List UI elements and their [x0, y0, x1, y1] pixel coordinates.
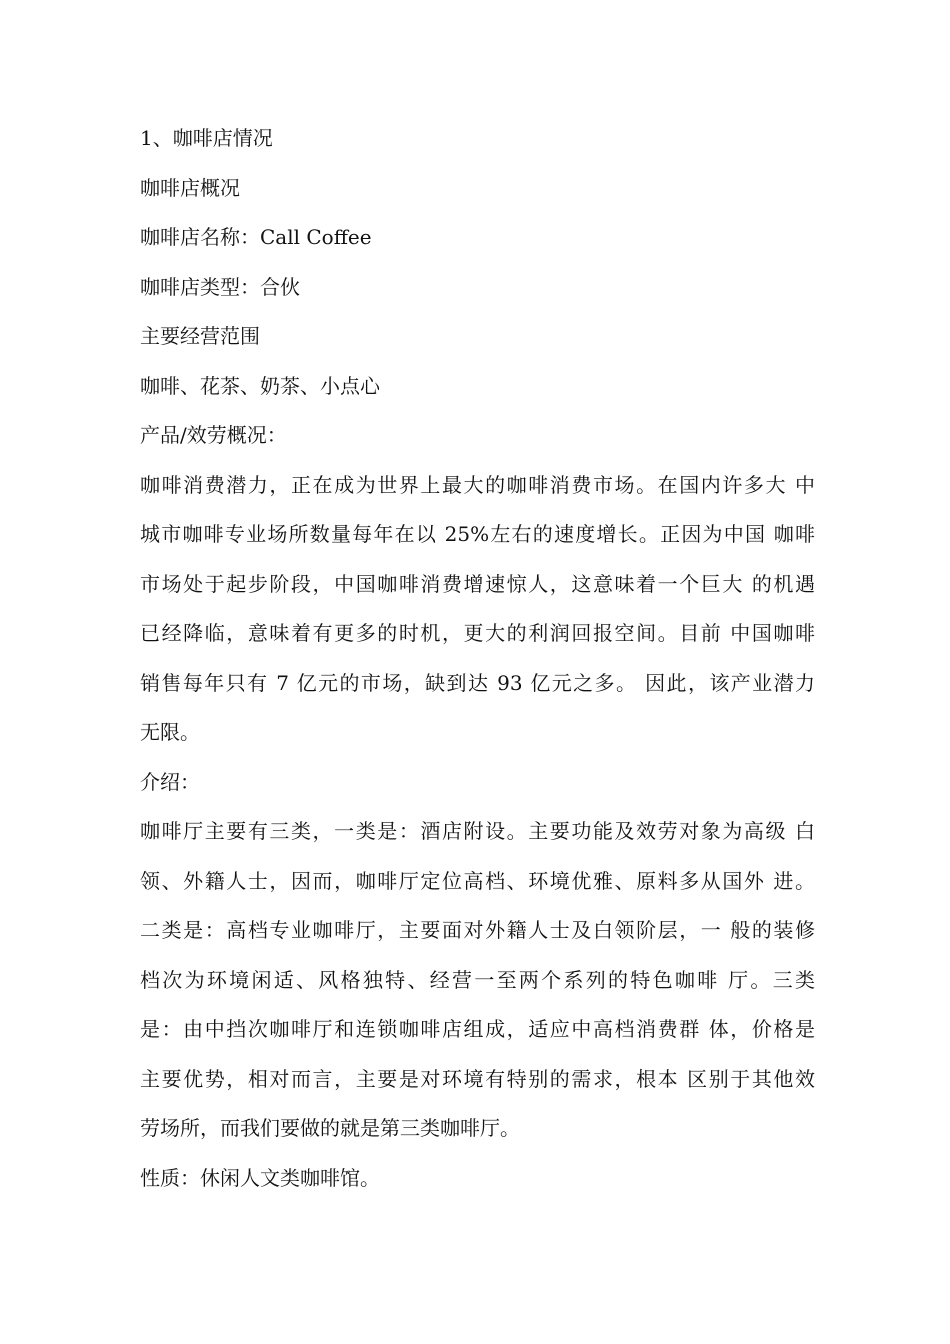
product-paragraph-line: 销售每年只有 7 亿元的市场，缺到达 93 亿元之多。 因此，该产业潜力	[140, 670, 815, 695]
intro-paragraph-line: 是：由中挡次咖啡厅和连锁咖啡店组成，适应中高档消费群 体，价格是	[140, 1017, 815, 1041]
intro-paragraph-line: 咖啡厅主要有三类，一类是：酒店附设。主要功能及效劳对象为高级 白	[140, 819, 815, 843]
nature-line: 性质：休闲人文类咖啡馆。	[140, 1165, 380, 1190]
intro-title: 介绍：	[140, 769, 200, 794]
intro-paragraph-line: 档次为环境闲适、风格独特、经营一至两个系列的特色咖啡 厅。三类	[140, 967, 815, 992]
business-scope-title: 主要经营范围	[140, 324, 260, 348]
overview-title: 咖啡店概况	[140, 175, 240, 200]
product-paragraph-line: 城市咖啡专业场所数量每年在以 25%左右的速度增长。正因为中国 咖啡	[140, 522, 815, 546]
intro-paragraph-line: 主要优势，相对而言，主要是对环境有特别的需求，根本 区别于其他效	[140, 1066, 815, 1091]
product-paragraph	[140, 461, 815, 758]
business-scope: 咖啡、花茶、奶茶、小点心	[140, 373, 380, 398]
product-service-title: 产品/效劳概况：	[140, 423, 287, 447]
intro-paragraph-line: 领、外籍人士，因而，咖啡厅定位高档、环境优雅、原料多从国外 进。	[140, 868, 815, 893]
product-paragraph-line: 无限。	[140, 720, 200, 744]
intro-paragraph-line: 劳场所，而我们要做的就是第三类咖啡厅。	[140, 1116, 520, 1140]
intro-paragraph-line: 二类是：高档专业咖啡厅，主要面对外籍人士及白领阶层，一 般的装修	[140, 918, 815, 942]
product-paragraph-line: 咖啡消费潜力，正在成为世界上最大的咖啡消费市场。在国内许多大 中	[140, 472, 815, 497]
product-paragraph-line: 市场处于起步阶段，中国咖啡消费增速惊人，这意味着一个巨大 的机遇	[140, 571, 815, 596]
product-paragraph-line: 已经降临，意味着有更多的时机，更大的利润回报空间。目前 中国咖啡	[140, 621, 815, 645]
section-heading: 1、咖啡店情况	[140, 126, 273, 150]
document-page	[140, 114, 815, 1203]
shop-type: 咖啡店类型：合伙	[140, 274, 300, 299]
intro-paragraph	[140, 807, 815, 1154]
shop-name: 咖啡店名称：Call Coffee	[140, 225, 372, 249]
